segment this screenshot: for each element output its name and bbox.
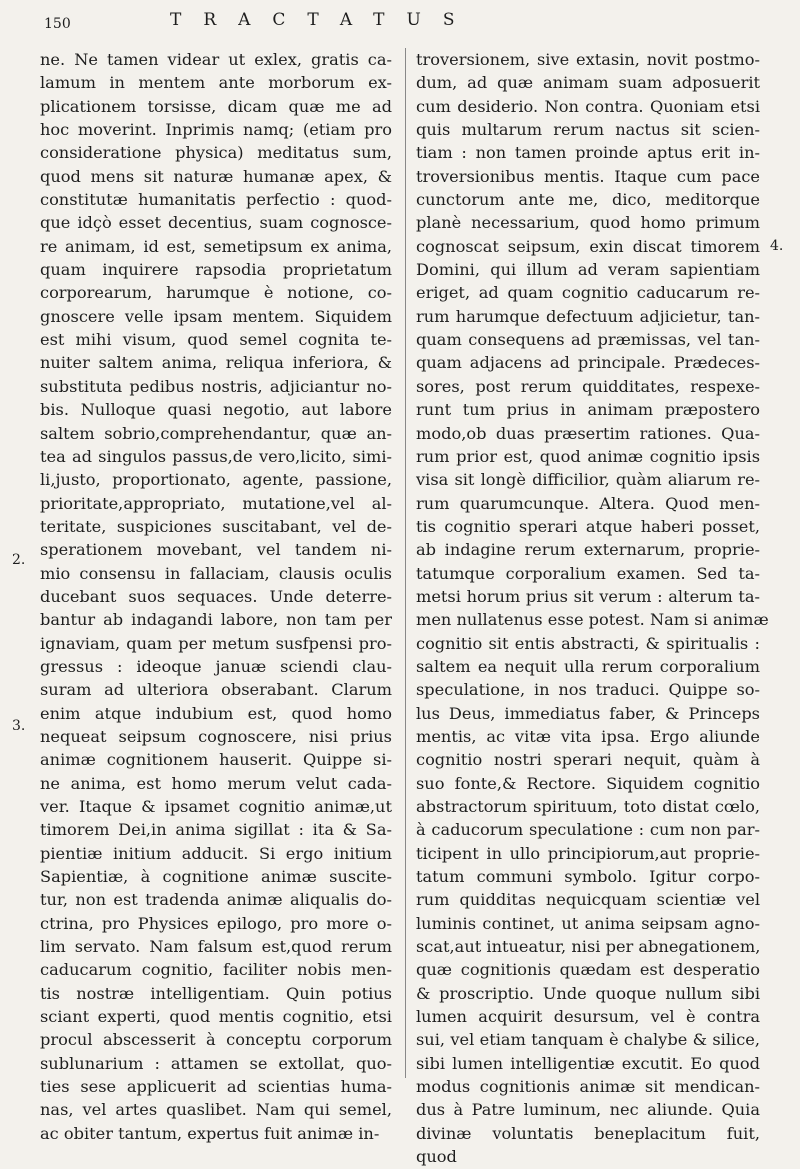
text-line: cum desiderio. Non contra. Quoniam etsi bbox=[416, 96, 760, 116]
text-line: tis nostræ intelligentiam. Quin potius bbox=[40, 983, 392, 1003]
text-line: tiam : non tamen proinde aptus erit in- bbox=[416, 143, 760, 163]
text-line: bis. Nulloque quasi negotio, aut labore bbox=[40, 400, 392, 420]
text-line: sciant experti, quod mentis cognitio, etsi bbox=[40, 1007, 392, 1027]
running-title: TRACTATUS bbox=[170, 10, 477, 30]
text-line: caducarum cognitio, faciliter nobis men- bbox=[40, 960, 392, 980]
text-line: consideratione physica) meditatus sum, bbox=[40, 143, 392, 163]
text-line: tatum communi symbolo. Igitur corpo- bbox=[416, 867, 760, 887]
text-line: modo,ob duas præsertim rationes. Qua- bbox=[416, 423, 760, 443]
text-line: enim atque indubium est, quod homo bbox=[40, 703, 392, 723]
text-line: quæ cognitionis quædam est desperatio bbox=[416, 960, 760, 980]
text-line: ticipent in ullo principiorum,aut proprie- bbox=[416, 843, 760, 863]
text-line: bantur ab indagandi labore, non tam per bbox=[40, 610, 392, 630]
text-line: re animam, id est, semetipsum ex anima, bbox=[40, 236, 392, 256]
text-line: lim servato. Nam falsum est,quod rerum bbox=[40, 937, 392, 957]
text-line: que idçò esset decentius, suam cognosce- bbox=[40, 213, 392, 233]
text-line: modus cognitionis animæ sit mendican- bbox=[416, 1077, 760, 1097]
left-text-column bbox=[40, 48, 392, 1143]
text-line: cunctorum ante me, dico, meditorque bbox=[416, 190, 760, 210]
text-line: animæ cognitionem hauserit. Quippe si- bbox=[40, 750, 392, 770]
text-line: sublunarium : attamen se extollat, quo- bbox=[40, 1053, 392, 1073]
text-line: tur, non est tradenda animæ aliqualis do- bbox=[40, 890, 392, 910]
margin-number-3: 3. bbox=[12, 718, 26, 734]
margin-number-4: 4. bbox=[770, 238, 784, 254]
text-line: quod bbox=[416, 1147, 457, 1167]
text-line: luminis continet, ut anima seipsam agno- bbox=[416, 913, 760, 933]
text-line: divinæ voluntatis beneplacitum fuit, bbox=[416, 1123, 760, 1143]
text-line: abstractorum spirituum, toto distat cœlo, bbox=[416, 797, 760, 816]
text-line: ver. Itaque & ipsamet cognitio animæ,ut bbox=[40, 797, 392, 816]
text-line: ties sese applicuerit ad scientias huma- bbox=[40, 1077, 392, 1097]
text-line: men nullatenus esse potest. Nam si animæ bbox=[416, 610, 769, 630]
text-line: procul abscesserit à conceptu corporum bbox=[40, 1030, 392, 1050]
text-line: quod mens sit naturæ humanæ apex, & bbox=[40, 166, 392, 186]
text-line: ac obiter tantum, expertus fuit animæ in- bbox=[40, 1123, 380, 1143]
text-line: prioritate,appropriato, mutatione,vel al- bbox=[40, 493, 392, 513]
text-line: li,justo, proportionato, agente, passione, bbox=[40, 470, 392, 490]
text-line: troversionem, sive extasin, novit postmo- bbox=[416, 50, 760, 69]
text-line: planè necessarium, quod homo primum bbox=[416, 213, 760, 233]
text-line: Domini, qui illum ad veram sapientiam bbox=[416, 260, 760, 280]
text-line: saltem sobrio,comprehendantur, quæ an- bbox=[40, 423, 392, 443]
text-line: rum harumque defectuum adjicietur, tan- bbox=[416, 306, 760, 326]
text-line: & proscriptio. Unde quoque nullum sibi bbox=[416, 983, 760, 1003]
text-line: constitutæ humanitatis perfectio : quod- bbox=[40, 190, 392, 210]
text-line: nuiter saltem anima, reliqua inferiora, & bbox=[40, 353, 392, 373]
text-line: ctrina, pro Physices epilogo, pro more o- bbox=[40, 913, 392, 933]
text-line: rum quarumcunque. Altera. Quod men- bbox=[416, 493, 760, 513]
text-line: ne. Ne tamen videar ut exlex, gratis ca- bbox=[40, 50, 392, 69]
text-line: mentis, ac vitæ vita ipsa. Ergo aliunde bbox=[416, 726, 760, 746]
text-line: mio consensu in fallaciam, clausis oculis bbox=[40, 563, 392, 583]
text-line: ignaviam, quam per metum susfpensi pro- bbox=[40, 633, 392, 653]
text-line: speculatione, in nos traduci. Quippe so- bbox=[416, 680, 760, 700]
text-line: saltem ea nequit ulla rerum corporalium bbox=[416, 656, 760, 676]
text-line: scat,aut intueatur, nisi per abnegationem, bbox=[416, 937, 761, 957]
text-line: sibi lumen intelligentiæ excutit. Eo quod bbox=[416, 1053, 760, 1073]
text-line: tis cognitio sperari atque haberi posset, bbox=[416, 516, 760, 536]
text-line: ne anima, est homo merum velut cada- bbox=[40, 773, 392, 793]
text-line: lumen acquirit desursum, vel è contra bbox=[416, 1007, 760, 1027]
text-line: tatumque corporalium examen. Sed ta- bbox=[416, 563, 760, 583]
text-line: lamum in mentem ante morborum ex- bbox=[40, 73, 392, 93]
text-line: quam inquirere rapsodia proprietatum bbox=[40, 260, 392, 280]
text-line: timorem Dei,in anima sigillat : ita & Sa- bbox=[40, 820, 392, 840]
text-line: suram ad ulteriora obserabant. Clarum bbox=[40, 680, 392, 700]
text-line: teritate, suspiciones suscitabant, vel de- bbox=[40, 516, 392, 536]
text-line: cognoscat seipsum, exin discat timorem bbox=[416, 236, 760, 256]
text-line: gnoscere velle ipsam mentem. Siquidem bbox=[40, 306, 392, 326]
text-line: metsi horum prius sit verum : alterum ta- bbox=[416, 586, 760, 606]
text-line: gressus : ideoque januæ sciendi clau- bbox=[40, 656, 392, 676]
text-line: quam adjacens ad principale. Prædeces- bbox=[416, 353, 760, 373]
text-line: plicationem torsisse, dicam quæ me ad bbox=[40, 96, 392, 116]
text-line: eriget, ad quam cognitio caducarum re- bbox=[416, 283, 760, 303]
text-line: pientiæ initium adducit. Si ergo initium bbox=[40, 843, 392, 863]
text-line: quis multarum rerum nactus sit scien- bbox=[416, 120, 760, 140]
text-line: lus Deus, immediatus faber, & Princeps bbox=[416, 703, 760, 723]
text-line: runt tum prius in animam præpostero bbox=[416, 400, 760, 420]
text-line: rum prior est, quod animæ cognitio ipsis bbox=[416, 446, 760, 466]
text-line: nequeat seipsum cognoscere, nisi prius bbox=[40, 726, 392, 746]
text-line: nas, vel artes quaslibet. Nam qui semel, bbox=[40, 1100, 392, 1120]
text-line: visa sit longè difficilior, quàm aliarum re- bbox=[416, 470, 760, 490]
text-line: à caducorum speculatione : cum non par- bbox=[416, 820, 760, 840]
right-text-column bbox=[405, 48, 769, 1167]
text-line: quam consequens ad præmissas, vel tan- bbox=[416, 330, 760, 350]
text-line: dum, ad quæ animam suam adposuerit bbox=[416, 73, 760, 93]
text-line: sui, vel etiam tanquam è chalybe & silice, bbox=[416, 1030, 760, 1050]
text-line: ducebant suos sequaces. Unde deterre- bbox=[40, 586, 392, 606]
text-line: dus à Patre luminum, nec aliunde. Quia bbox=[416, 1100, 760, 1120]
text-line: cognitio sit entis abstracti, & spiritualis : bbox=[416, 633, 760, 653]
text-line: substituta pedibus nostris, adjiciantur no- bbox=[40, 376, 392, 396]
text-line: est mihi visum, quod semel cognita te- bbox=[40, 330, 392, 350]
running-header bbox=[0, 8, 800, 38]
page-number: 150 bbox=[44, 16, 71, 32]
text-line: corporearum, harumque è notione, co- bbox=[40, 283, 392, 303]
text-line: sperationem movebant, vel tandem ni- bbox=[40, 540, 392, 560]
margin-number-2: 2. bbox=[12, 552, 26, 568]
text-line: Sapientiæ, à cognitione animæ suscite- bbox=[40, 867, 392, 887]
text-line: tea ad singulos passus,de vero,licito, simi- bbox=[40, 446, 392, 466]
text-line: hoc moverint. Inprimis namq; (etiam pro bbox=[40, 120, 392, 140]
text-line: ab indagine rerum externarum, proprie- bbox=[416, 540, 760, 560]
text-line: cognitio nostri sperari nequit, quàm à bbox=[416, 750, 760, 770]
text-line: sores, post rerum quidditates, respexe- bbox=[416, 376, 760, 396]
text-line: rum quidditas nequicquam scientiæ vel bbox=[416, 890, 760, 910]
text-line: troversionibus mentis. Itaque cum pace bbox=[416, 166, 760, 186]
text-line: suo fonte,& Rectore. Siquidem cognitio bbox=[416, 773, 760, 793]
